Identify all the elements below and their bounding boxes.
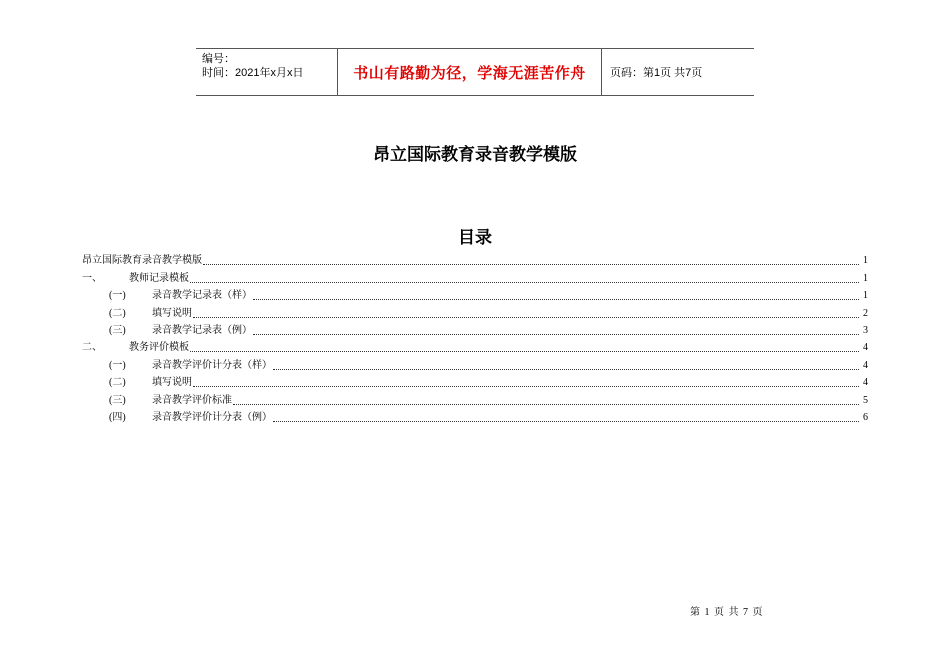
toc-entry[interactable]	[82, 337, 868, 354]
toc-entry-text: 录音教学记录表（例）	[152, 324, 252, 336]
toc-entry-number: (二)	[109, 377, 126, 389]
toc-entry[interactable]	[82, 407, 868, 424]
toc-entry-page: 2	[863, 307, 868, 319]
toc-entry-page: 1	[863, 272, 868, 284]
toc-entry-page: 4	[863, 377, 868, 389]
toc-leader-dots	[190, 281, 859, 283]
toc-entry-number: 一、	[82, 272, 102, 284]
toc-entry-text: 录音教学评价标准	[152, 394, 232, 406]
toc-entry-number: 二、	[82, 342, 102, 354]
toc-entry[interactable]	[82, 354, 868, 371]
toc-entry[interactable]	[82, 372, 868, 389]
number-label: 编号：	[202, 53, 235, 65]
toc-entry[interactable]	[82, 267, 868, 284]
toc-entry-page: 1	[863, 290, 868, 302]
header-page-code: 页码：第1页 共7页	[610, 67, 703, 79]
toc-entry-number: (三)	[109, 394, 126, 406]
toc-leader-dots	[233, 403, 859, 405]
toc-leader-dots	[253, 333, 859, 335]
toc-entry-text: 填写说明	[152, 307, 192, 319]
toc-entry[interactable]	[82, 389, 868, 406]
page-footer: 第 1 页 共 7 页	[690, 607, 764, 618]
toc-entry-number: (一)	[109, 359, 126, 371]
toc-leader-dots	[273, 420, 859, 422]
toc-entry-text: 录音教学评价计分表（样）	[152, 359, 272, 371]
toc-entry-page: 4	[863, 359, 868, 371]
toc-entry-number: (一)	[109, 290, 126, 302]
toc-entry[interactable]	[82, 285, 868, 302]
header-meta	[196, 49, 338, 95]
toc-entry-page: 3	[863, 324, 868, 336]
toc-entry-number: (三)	[109, 324, 126, 336]
toc-entry-text: 录音教学评价计分表（例）	[152, 411, 272, 423]
table-of-contents	[82, 250, 868, 424]
header-motto: 书山有路勤为径，学海无涯苦作舟	[338, 49, 602, 95]
toc-entry-page: 1	[863, 255, 868, 267]
toc-entry-number: (四)	[109, 411, 126, 423]
page-header	[196, 48, 754, 96]
toc-entry-text: 昂立国际教育录音教学模版	[82, 255, 202, 267]
toc-entry-page: 5	[863, 394, 868, 406]
toc-heading: 目录	[458, 228, 492, 248]
toc-leader-dots	[203, 263, 859, 265]
toc-entry-text: 教师记录模板	[129, 272, 189, 284]
toc-leader-dots	[193, 385, 859, 387]
document-title: 昂立国际教育录音教学模版	[373, 145, 577, 165]
toc-leader-dots	[253, 298, 859, 300]
toc-entry-number: (二)	[109, 307, 126, 319]
time-label: 时间：2021年x月x日	[202, 67, 304, 79]
toc-entry-text: 录音教学记录表（样）	[152, 290, 252, 302]
toc-entry[interactable]	[82, 302, 868, 319]
toc-leader-dots	[193, 316, 859, 318]
toc-entry-text: 填写说明	[152, 377, 192, 389]
toc-entry[interactable]	[82, 320, 868, 337]
toc-entry-text: 教务评价模板	[129, 342, 189, 354]
toc-leader-dots	[190, 350, 859, 352]
toc-leader-dots	[273, 368, 859, 370]
toc-entry-page: 6	[863, 411, 868, 423]
toc-entry-page: 4	[863, 342, 868, 354]
toc-entry[interactable]	[82, 250, 868, 267]
